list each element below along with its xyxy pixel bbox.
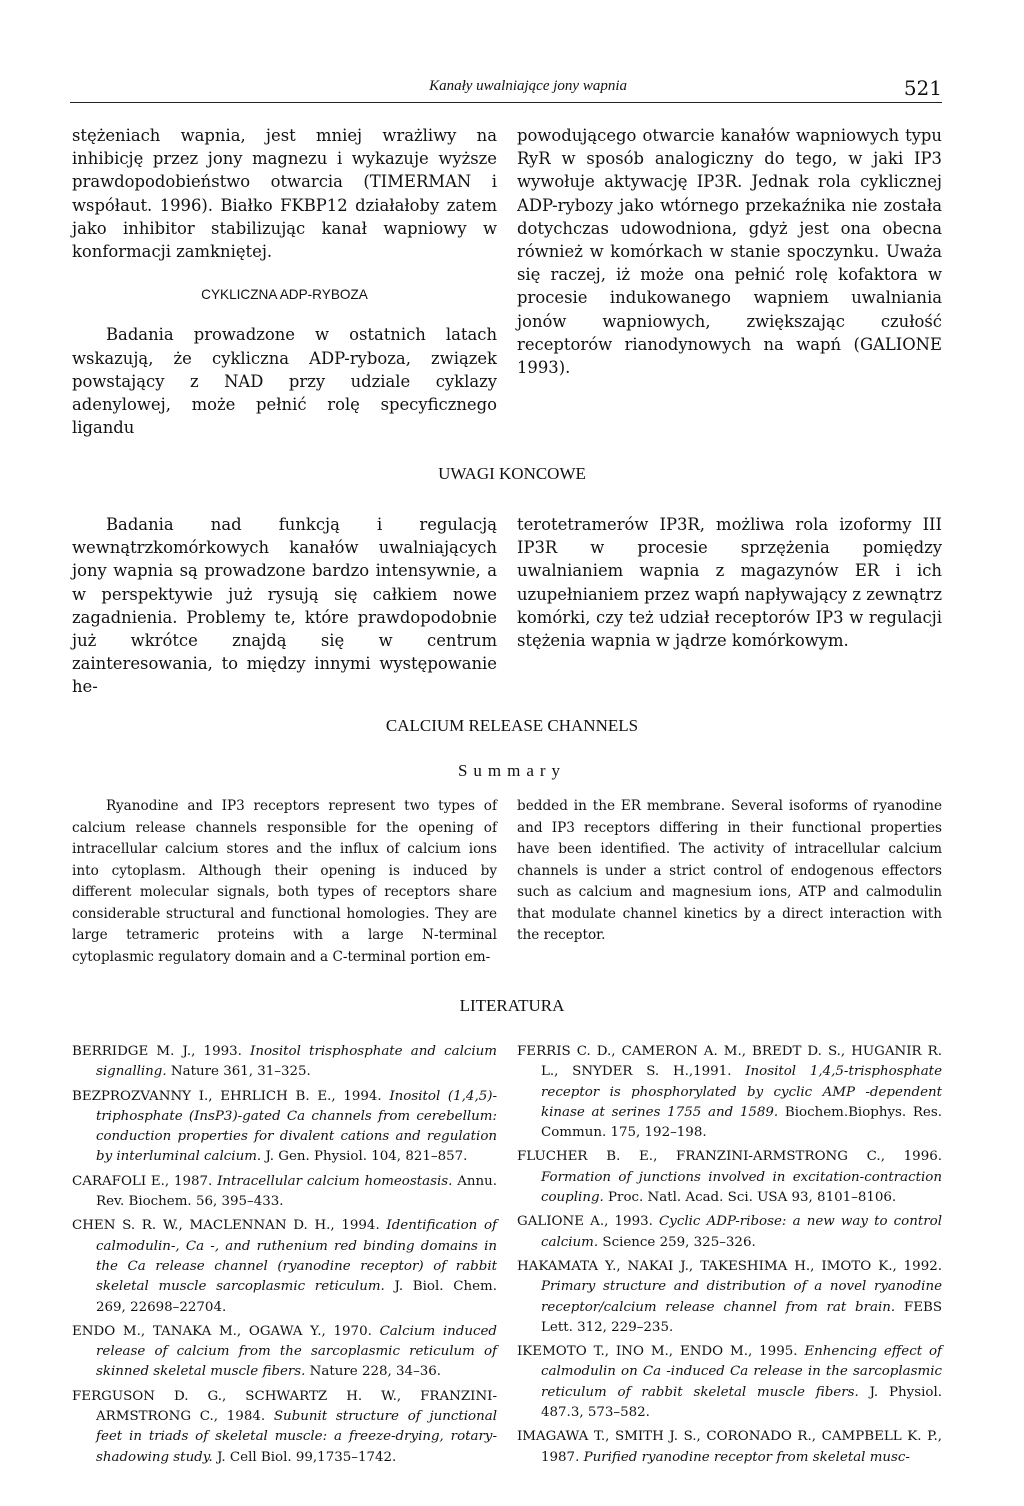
ref-authors: IKEMOTO T., INO M., ENDO M., 1995.	[517, 1344, 798, 1360]
ref-source: Science 259, 325–326.	[602, 1234, 756, 1250]
ref-title: Inositol (1,4,5)-triphosphate (InsP3)-gated Ca channels from cerebellum: conduction properties for divalent cations and regulation by interluminal calcium.	[96, 1088, 497, 1165]
ref-source: J. Cell Biol. 99,1735–1742.	[217, 1449, 397, 1465]
running-header	[70, 76, 942, 103]
ref-authors: FERGUSON D. G., SCHWARTZ H. W., FRANZINI-ARMSTRONG C., 1984.	[72, 1388, 497, 1425]
ref-source: Nature 361, 31–325.	[170, 1064, 311, 1080]
paragraph: powodującego otwarcie kanałów wapniowych typu RyR w sposób analogiczny do tego, w jaki IP3 wywołuje aktywację IP3R. Jednak rola cyklicznej ADP-rybozy jako wtórnego przekaźnika nie została dotychczas udowodniona, gdyż jest ona obecna również w komórkach w stanie spoczynku. Uważa się raczej, iż może ona pełnić rolę kofaktora w procesie indukowanego wapniem uwalniania jonów wapniowych, zwiększając czułość receptorów rianodynowych na wapń (GALIONE 1993).	[517, 126, 942, 378]
summary-right	[517, 796, 942, 947]
final-remarks-heading: UWAGI KONCOWE	[438, 464, 586, 483]
ref-source: Annu. Rev. Biochem. 56, 395–433.	[96, 1173, 498, 1210]
paragraph: bedded in the ER membrane. Several isoforms of ryanodine and IP3 receptors differing in their functional properties have been identified. The activity of intracellular calcium channels is under a strict control of endogenous effectors such as calcium and magnesium ions, ATP and calmodulin that modulate channel kinetics by a direct interaction with the receptor.	[517, 798, 942, 943]
ref-authors: CHEN S. R. W., MACLENNAN D. H., 1994.	[72, 1218, 380, 1234]
ref-source: Biochem.Biophys. Res. Commun. 175, 192–198.	[541, 1104, 942, 1141]
paragraph: Badania prowadzone w ostatnich latach wskazują, że cykliczna ADP-ryboza, związek powstający z NAD przy udziale cyklazy adenylowej, może pełnić rolę specyficznego ligandu	[72, 325, 497, 438]
summary-left	[72, 796, 497, 968]
ref-authors: FLUCHER B. E., FRANZINI-ARMSTRONG C., 1996.	[517, 1149, 942, 1165]
ref-authors: HAKAMATA Y., NAKAI J., TAKESHIMA H., IMOTO K., 1992.	[517, 1258, 942, 1274]
ref-authors: CARAFOLI E., 1987.	[72, 1173, 213, 1189]
summary-subtitle: Summary	[457, 761, 567, 780]
reference-item	[72, 1042, 497, 1083]
ref-source: J. Gen. Physiol. 104, 821–857.	[265, 1149, 468, 1165]
ref-title: Formation of junctions involved in excitation-contraction coupling.	[541, 1169, 942, 1206]
ref-source: J. Physiol. 487.3, 573–582.	[541, 1384, 942, 1421]
top-right-column	[517, 124, 942, 379]
ref-source: Nature 228, 34–36.	[309, 1364, 442, 1380]
ref-authors: GALIONE A., 1993.	[517, 1214, 653, 1230]
paragraph: terotetramerów IP3R, możliwa rola izoformy III IP3R w procesie sprzężenia pomiędzy uwalnianiem wapnia z magazynów ER i ich uzupełnianiem przez wapń napływający z zewnątrz komórki, czy też udział receptorów IP3 w regulacji stężenia wapnia w jądrze komórkowym.	[517, 515, 942, 651]
ref-title: Intracellular calcium homeostasis.	[217, 1173, 453, 1189]
reference-item	[517, 1427, 942, 1468]
paragraph: stężeniach wapnia, jest mniej wrażliwy na inhibicję przez jony magnezu i wykazuje wyższe prawdopodobieństwo otwarcia (TIMERMAN i współaut. 1996). Białko FKBP12 działałoby zatem jako inhibitor stabilizując kanał wapniowy w konformacji zamkniętej.	[72, 126, 497, 262]
reference-item	[72, 1087, 497, 1168]
ref-title: Inositol trisphosphate and calcium signalling.	[96, 1044, 497, 1080]
ref-title: Calcium induced release of calcium from the sarcoplasmic reticulum of skinned skeletal muscle fibers.	[96, 1323, 497, 1380]
ref-title: Subunit structure of junctional feet in triads of skeletal muscle: a freeze-drying, rotary-shadowing study.	[96, 1409, 497, 1465]
paragraph: Badania nad funkcją i regulacją wewnątrzkomórkowych kanałów uwalniających jony wapnia są prowadzone bardzo intensywnie, a w perspektywie już rysują się całkiem nowe zagadnienia. Problemy te, które prawdopodobnie już wkrótce znajdą się w centrum zainteresowania, to między innymi występowanie he-	[72, 515, 497, 697]
reference-item	[72, 1322, 497, 1383]
ref-authors: FERRIS C. D., CAMERON A. M., BREDT D. S., HUGANIR R. L., SNYDER S. H.,1991.	[517, 1044, 942, 1080]
top-left-column	[72, 124, 497, 439]
paragraph: Ryanodine and IP3 receptors represent two types of calcium release channels responsible for the opening of intracellular calcium stores and the influx of calcium ions into cytoplasm. Although their opening is induced by different molecular signals, both types of receptors share considerable structural and functional homologies. They are large tetrameric proteins with a large N-terminal cytoplasmic regulatory domain and a C-terminal portion em-	[72, 798, 497, 965]
reference-item	[517, 1042, 942, 1143]
final-remarks-left	[72, 513, 497, 699]
literature-heading: LITERATURA	[459, 996, 565, 1015]
ref-source: J. Biol. Chem. 269, 22698–22704.	[96, 1279, 497, 1315]
ref-title: Cyclic ADP-ribose: a new way to control calcium.	[541, 1214, 942, 1250]
reference-item	[517, 1212, 942, 1253]
final-remarks-right	[517, 513, 942, 652]
references-left	[72, 1042, 497, 1472]
ref-source: Proc. Natl. Acad. Sci. USA 93, 8101–8106.	[608, 1190, 897, 1206]
ref-title: Identification of calmodulin-, Ca -, and ruthenium red binding domains in the Ca release channel (ryanodine receptor) of rabbit skeletal muscle sarcoplasmic reticulum.	[96, 1218, 497, 1295]
ref-title: Purified ryanodine receptor from skeletal musc-	[583, 1449, 910, 1465]
running-title: Kanały uwalniające jony wapnia	[429, 78, 627, 94]
summary-title: CALCIUM RELEASE CHANNELS	[385, 716, 639, 735]
references-right	[517, 1042, 942, 1472]
page-number: 521	[903, 76, 942, 100]
ref-title: Primary structure and distribution of a novel ryanodine receptor/calcium release channel from rat brain.	[541, 1279, 942, 1315]
ref-authors: BEZPROZVANNY I., EHRLICH B. E., 1994.	[72, 1088, 382, 1104]
reference-item	[517, 1342, 942, 1423]
ref-authors: BERRIDGE M. J., 1993.	[72, 1044, 242, 1059]
reference-item	[72, 1387, 497, 1468]
ref-title: Enhencing effect of calmodulin on Ca -induced Ca release in the sarcoplasmic reticulum of rabbit skeletal muscle fibers.	[541, 1344, 942, 1400]
ref-authors: IMAGAWA T., SMITH J. S., CORONADO R., CAMPBELL K. P., 1987.	[517, 1429, 942, 1465]
section-heading: CYKLICZNA ADP-RYBOZA	[201, 287, 368, 303]
ref-authors: ENDO M., TANAKA M., OGAWA Y., 1970.	[72, 1323, 372, 1339]
reference-item	[517, 1147, 942, 1208]
reference-item	[72, 1216, 497, 1317]
reference-item	[517, 1257, 942, 1338]
ref-source: FEBS Lett. 312, 229–235.	[541, 1299, 942, 1335]
reference-item	[72, 1172, 497, 1213]
ref-title: Inositol 1,4,5-trisphosphate receptor is phosphorylated by cyclic AMP -dependent kinase at serines 1755 and 1589.	[541, 1064, 942, 1120]
